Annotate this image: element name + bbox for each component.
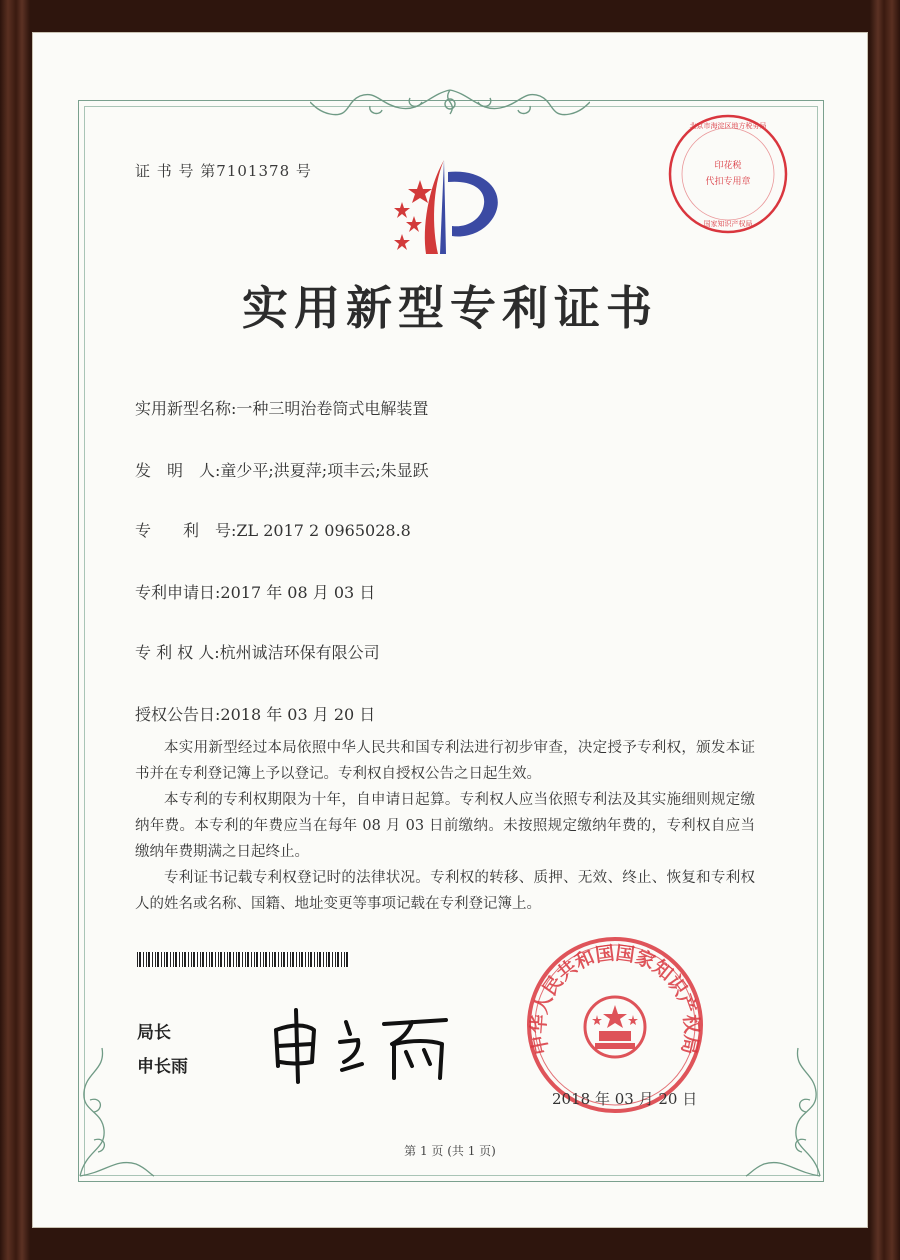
page-number: 第 1 页 (共 1 页) [404, 1144, 496, 1158]
field-value: 2017 年 08 月 03 日 [220, 583, 376, 602]
certificate-body [135, 735, 755, 917]
field-patent-number [135, 518, 411, 541]
field-label: 实用新型名称: [135, 399, 237, 418]
field-inventors [135, 458, 429, 481]
svg-text:中华人民共和国国家知识产权局: 中华人民共和国国家知识产权局 [527, 942, 703, 1057]
svg-text:北京市海淀区地方税务局: 北京市海淀区地方税务局 [689, 122, 767, 130]
field-value: 2018 年 03 月 20 日 [220, 705, 376, 724]
handwritten-signature [262, 1000, 462, 1086]
patent-office-logo [382, 158, 512, 260]
field-label: 专利申请日: [135, 583, 221, 602]
corner-ornament-right [744, 1040, 824, 1180]
field-value: ZL 2017 2 0965028.8 [236, 521, 411, 540]
field-label: 发 明 人: [135, 461, 221, 480]
field-value: 童少平;洪夏萍;项丰云;朱显跃 [220, 461, 429, 480]
field-application-date [135, 580, 375, 603]
signature-date: 2018 年 03 月 20 日 [552, 1090, 698, 1108]
field-patentee [135, 640, 380, 663]
field-label: 专 利 号: [135, 521, 237, 540]
body-paragraph: 专利证书记载专利权登记时的法律状况。专利权的转移、质押、无效、终止、恢复和专利权人的姓名或名称、国籍、地址变更等事项记载在专利登记簿上。 [135, 870, 755, 912]
stamp-text-line-2: 代扣专用章 [705, 177, 751, 187]
document-title: 实用新型专利证书 [242, 281, 658, 335]
body-paragraph: 本专利的专利权期限为十年，自申请日起算。专利权人应当依照专利法及其实施细则规定缴纳年费。本专利的年费应当在每年 08 月 03 日前缴纳。未按照规定缴纳年费的，专利权自应当缴纳年费期满之日起终止。 [135, 792, 755, 860]
field-label: 专 利 权 人: [135, 643, 220, 662]
tax-stamp [666, 112, 790, 236]
barcode [137, 952, 350, 967]
field-grant-date [135, 702, 375, 725]
signatory-name: 申长雨 [137, 1057, 188, 1077]
svg-text:国家知识产权局: 国家知识产权局 [703, 220, 753, 228]
signatory-title: 局长 [137, 1023, 171, 1043]
top-ornament [310, 84, 590, 128]
body-paragraph: 本实用新型经过本局依照中华人民共和国专利法进行初步审查，决定授予专利权，颁发本证书并在专利登记簿上予以登记。专利权自授权公告之日起生效。 [135, 740, 755, 782]
certificate-number: 证 书 号 第7101378 号 [135, 162, 312, 180]
field-utility-model-name [135, 396, 428, 419]
field-value: 一种三明治卷筒式电解装置 [236, 399, 429, 418]
stamp-text-line-1: 印花税 [714, 161, 742, 171]
field-label: 授权公告日: [135, 705, 221, 724]
field-value: 杭州诚洁环保有限公司 [219, 643, 380, 662]
